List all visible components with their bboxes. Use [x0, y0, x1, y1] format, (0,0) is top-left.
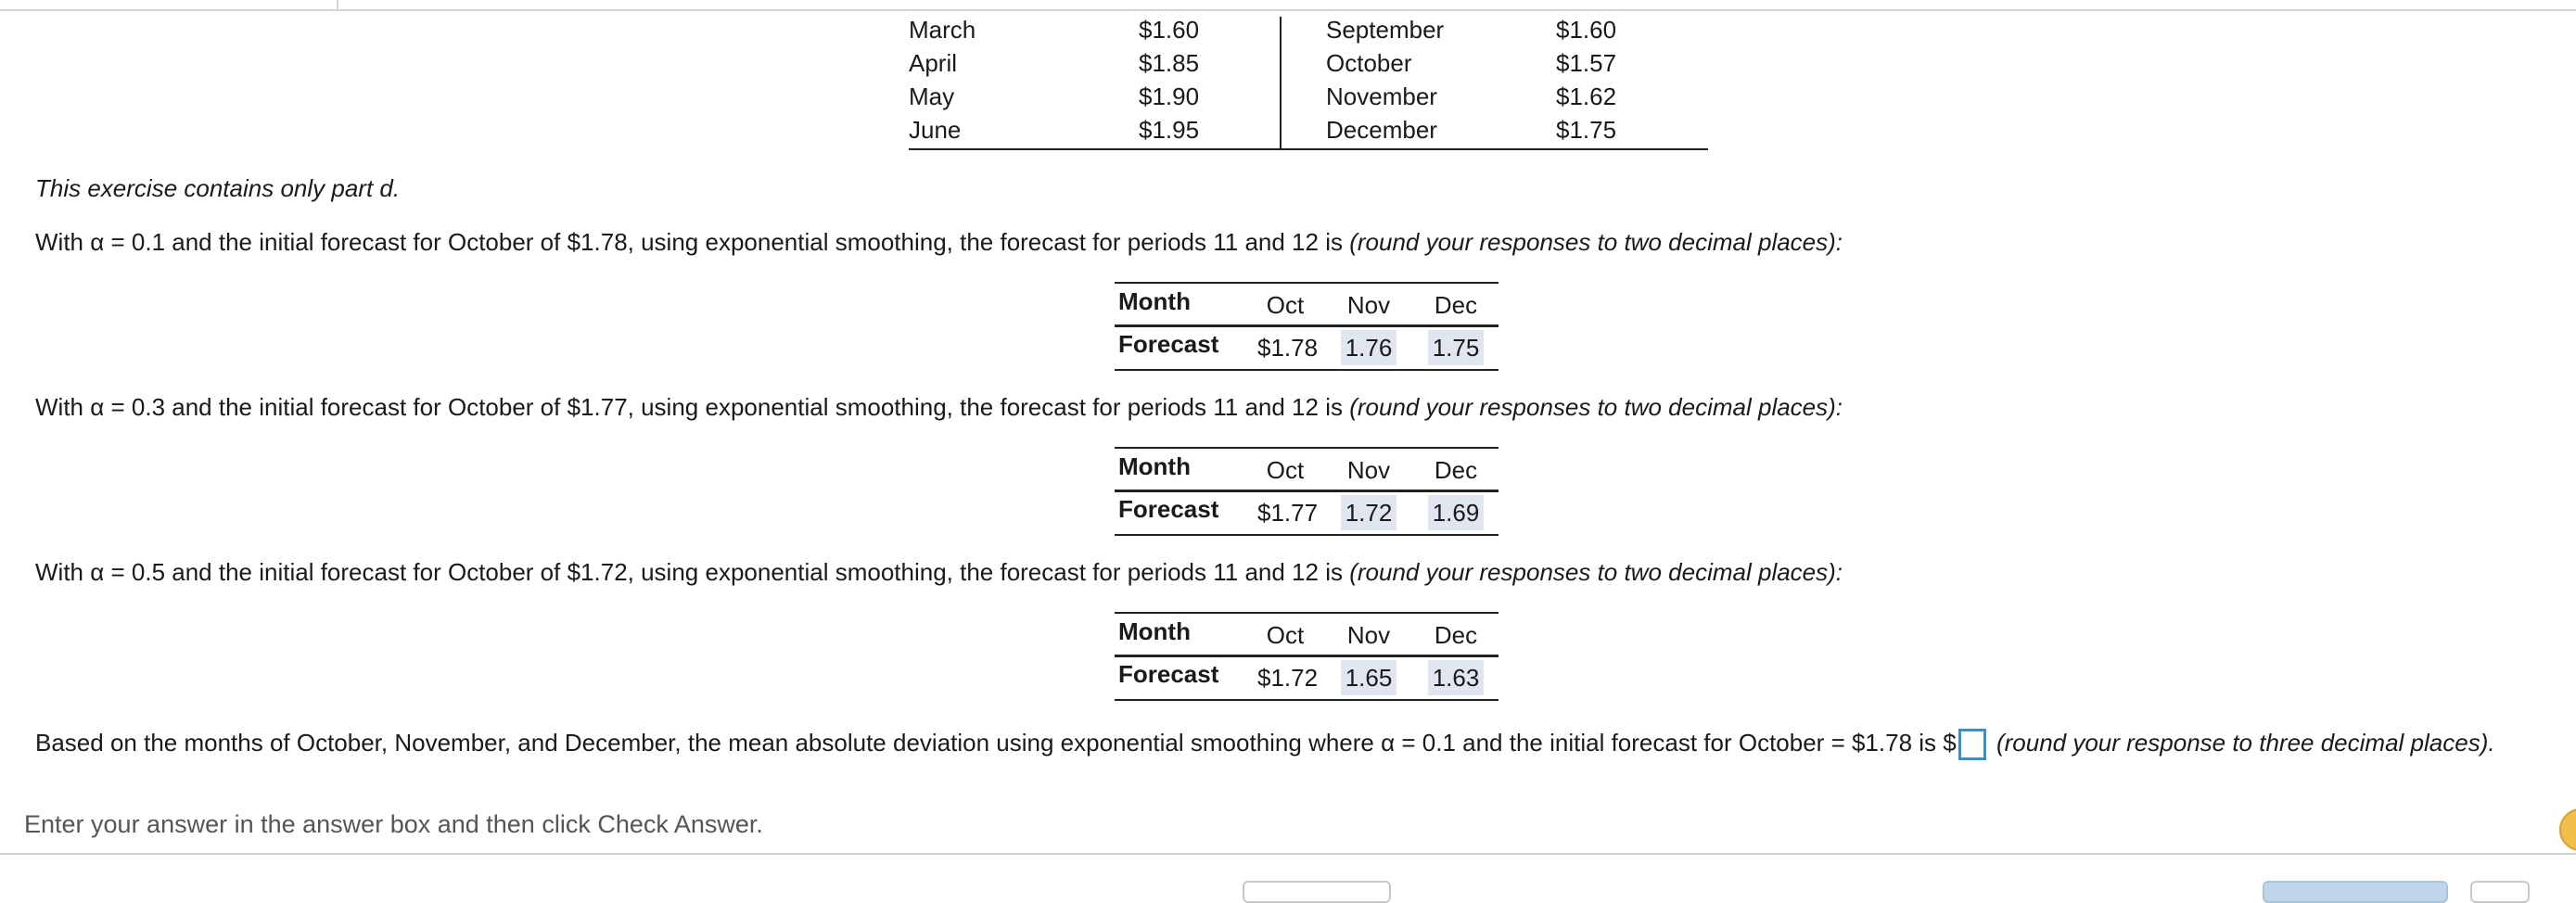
- oct-header: Oct: [1266, 291, 1305, 319]
- month-cell: March: [909, 16, 976, 44]
- help-bubble-icon[interactable]: [2559, 808, 2576, 851]
- dec-header: Dec: [1434, 291, 1478, 319]
- mad-answer-input[interactable]: [1958, 729, 1986, 760]
- nov-forecast-input[interactable]: 1.76: [1341, 330, 1396, 365]
- price-cell: $1.62: [1556, 83, 1617, 110]
- dec-forecast-input[interactable]: 1.69: [1428, 495, 1484, 530]
- price-cell: $1.60: [1139, 16, 1200, 44]
- oct-header: Oct: [1266, 621, 1305, 649]
- oct-header: Oct: [1266, 456, 1305, 484]
- question-2-hint: (round your responses to two decimal places):: [1349, 393, 1843, 421]
- price-cell: $1.90: [1139, 83, 1200, 110]
- table-column-divider: [1280, 17, 1282, 148]
- price-cell: $1.60: [1556, 16, 1617, 44]
- oct-forecast: $1.77: [1257, 499, 1319, 527]
- top-divider: [0, 9, 2576, 11]
- table-rule: [1115, 282, 1498, 284]
- question-1: [35, 226, 1843, 258]
- table-rule: [1115, 369, 1498, 371]
- toolbar-button[interactable]: [1243, 881, 1391, 903]
- table-rule: [1115, 447, 1498, 449]
- month-cell: October: [1326, 49, 1412, 77]
- price-row: [909, 113, 1708, 146]
- forecast-table-2: [1115, 447, 1498, 536]
- question-2-text: With α = 0.3 and the initial forecast for October of $1.77, using exponential smoothing, the forecast for periods 11 and 12 is: [35, 393, 1343, 421]
- month-header: Month: [1118, 617, 1191, 645]
- month-cell: December: [1326, 116, 1437, 144]
- month-header: Month: [1118, 452, 1191, 480]
- toolbar-button[interactable]: [2470, 881, 2530, 903]
- dec-forecast-input[interactable]: 1.63: [1428, 660, 1484, 695]
- instruction-text: Enter your answer in the answer box and then click Check Answer.: [24, 810, 763, 838]
- month-cell: April: [909, 49, 958, 77]
- top-divider-tick: [337, 0, 338, 11]
- price-cell: $1.57: [1556, 49, 1617, 77]
- table-rule: [1115, 490, 1498, 492]
- table-rule: [1115, 612, 1498, 614]
- month-cell: May: [909, 83, 955, 110]
- month-cell: September: [1326, 16, 1445, 44]
- question-2: [35, 391, 1843, 423]
- forecast-table-1: [1115, 282, 1498, 371]
- dec-header: Dec: [1434, 621, 1478, 649]
- question-3: [35, 556, 1843, 588]
- nov-header: Nov: [1346, 621, 1391, 649]
- month-header: Month: [1118, 287, 1191, 315]
- forecast-label: Forecast: [1118, 330, 1219, 358]
- price-row: [909, 46, 1708, 80]
- bottom-divider: [0, 853, 2576, 855]
- exercise-note: This exercise contains only part d.: [35, 174, 401, 202]
- price-row: [909, 13, 1708, 46]
- nov-header: Nov: [1346, 456, 1391, 484]
- table-bottom-rule: [909, 148, 1708, 150]
- question-3-hint: (round your responses to two decimal places):: [1349, 558, 1843, 586]
- nov-header: Nov: [1346, 291, 1391, 319]
- mad-question: [35, 727, 2495, 760]
- nov-forecast-input[interactable]: 1.72: [1341, 495, 1396, 530]
- table-rule: [1115, 534, 1498, 536]
- question-3-text: With α = 0.5 and the initial forecast for October of $1.72, using exponential smoothing, the forecast for periods 11 and 12 is: [35, 558, 1343, 586]
- price-data-table: [909, 13, 1708, 150]
- dec-header: Dec: [1434, 456, 1478, 484]
- price-cell: $1.95: [1139, 116, 1200, 144]
- check-answer-button[interactable]: [2263, 881, 2448, 903]
- price-cell: $1.75: [1556, 116, 1617, 144]
- table-rule: [1115, 699, 1498, 701]
- price-row: [909, 80, 1708, 113]
- forecast-label: Forecast: [1118, 495, 1219, 523]
- nov-forecast-input[interactable]: 1.65: [1341, 660, 1396, 695]
- oct-forecast: $1.72: [1257, 664, 1319, 692]
- table-rule: [1115, 324, 1498, 327]
- price-cell: $1.85: [1139, 49, 1200, 77]
- forecast-label: Forecast: [1118, 660, 1219, 688]
- mad-question-text: Based on the months of October, November, and December, the mean absolute deviation using exponential smoothing where α = 0.1 and the initial forecast for October = $1.78 is $: [35, 729, 1957, 757]
- mad-question-hint: (round your response to three decimal places).: [1996, 729, 2495, 757]
- month-cell: June: [909, 116, 962, 144]
- question-1-hint: (round your responses to two decimal places):: [1349, 228, 1843, 256]
- forecast-table-3: [1115, 612, 1498, 701]
- question-1-text: With α = 0.1 and the initial forecast for October of $1.78, using exponential smoothing, the forecast for periods 11 and 12 is: [35, 228, 1343, 256]
- table-rule: [1115, 655, 1498, 657]
- oct-forecast: $1.78: [1257, 334, 1319, 362]
- month-cell: November: [1326, 83, 1437, 110]
- dec-forecast-input[interactable]: 1.75: [1428, 330, 1484, 365]
